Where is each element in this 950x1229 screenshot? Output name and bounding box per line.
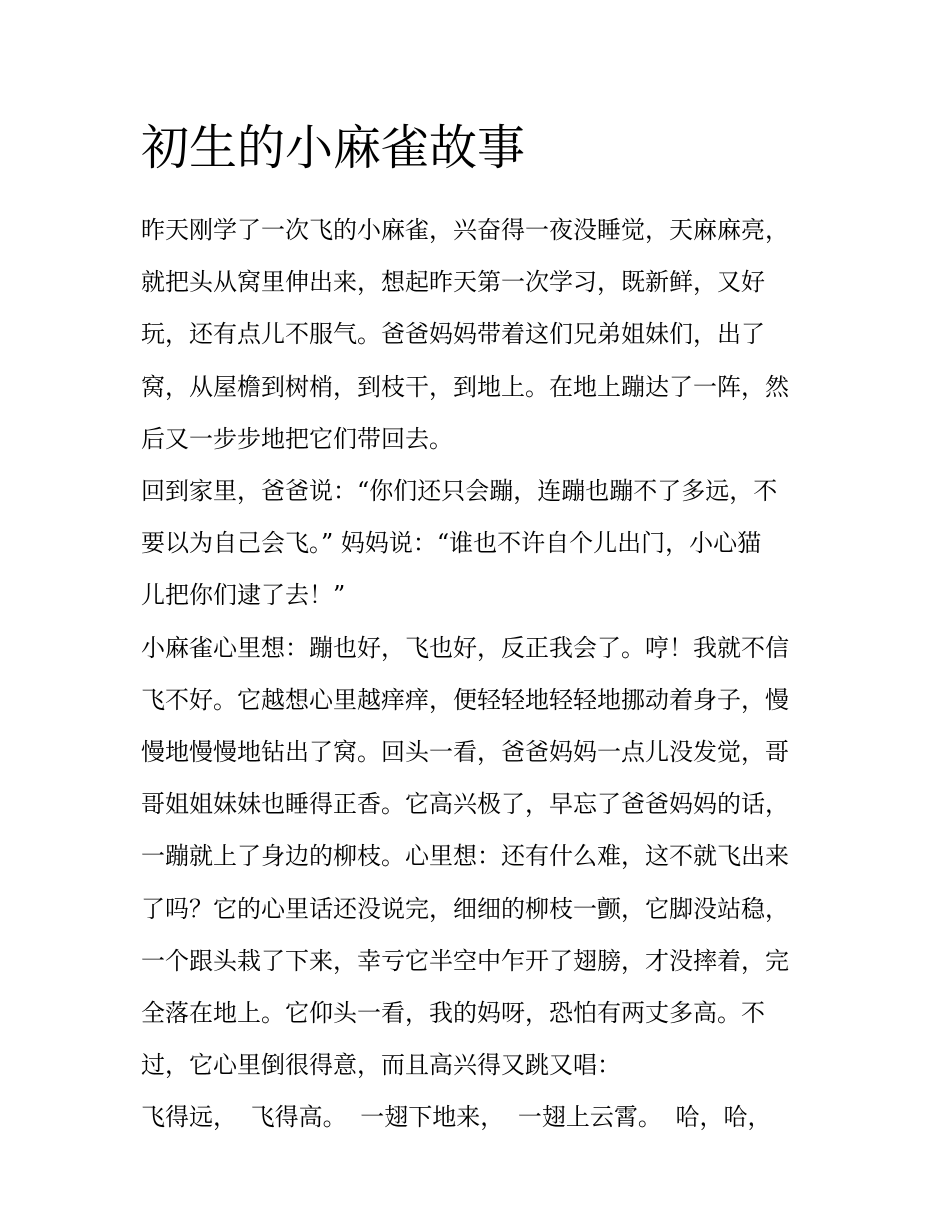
paragraph-line: 一个跟头栽了下来，幸亏它半空中乍开了翅膀，才没摔着，完: [141, 946, 789, 975]
paragraph-line: 小麻雀心里想：蹦也好，飞也好，反正我会了。哼！我就不信: [141, 633, 789, 662]
verse-line: 飞得远， 飞得高。 一翅下地来， 一翅上云霄。 哈，哈，: [141, 1103, 772, 1132]
paragraph-line: 就把头从窝里伸出来，想起昨天第一次学习，既新鲜，又好: [141, 268, 765, 297]
page-title: 初生的小麻雀故事: [141, 120, 526, 176]
paragraph-line: 了吗？它的心里话还没说完，细细的柳枝一颤，它脚没站稳，: [141, 894, 789, 923]
paragraph-line: 过，它心里倒很得意，而且高兴得又跳又唱：: [141, 1051, 621, 1080]
paragraph-line: 后又一步步地把它们带回去。: [141, 424, 453, 453]
paragraph-line: 全落在地上。它仰头一看，我的妈呀，恐怕有两丈多高。不: [141, 999, 765, 1028]
paragraph-line: 哥姐姐妹妹也睡得正香。它高兴极了，早忘了爸爸妈妈的话，: [141, 790, 789, 819]
paragraph-line: 一蹦就上了身边的柳枝。心里想：还有什么难，这不就飞出来: [141, 842, 789, 871]
paragraph-line: 昨天刚学了一次飞的小麻雀，兴奋得一夜没睡觉，天麻麻亮，: [141, 216, 789, 244]
paragraph-line: 慢地慢慢地钻出了窝。回头一看，爸爸妈妈一点儿没发觉，哥: [141, 738, 789, 767]
paragraph-line: 玩，还有点儿不服气。爸爸妈妈带着这们兄弟姐妹们，出了: [141, 320, 765, 349]
paragraph-line: 要以为自己会飞。” 妈妈说：“谁也不许自个儿出门，小心猫: [141, 529, 762, 558]
paragraph-line: 儿把你们逮了去！”: [141, 581, 346, 610]
paragraph-line: 回到家里，爸爸说：“你们还只会蹦，连蹦也蹦不了多远，不: [141, 477, 778, 506]
document-content: [141, 112, 821, 1144]
paragraph-line: 窝，从屋檐到树梢，到枝干，到地上。在地上蹦达了一阵，然: [141, 372, 789, 401]
paragraph-line: 飞不好。它越想心里越痒痒，便轻轻地轻轻地挪动着身子，慢: [141, 685, 789, 714]
